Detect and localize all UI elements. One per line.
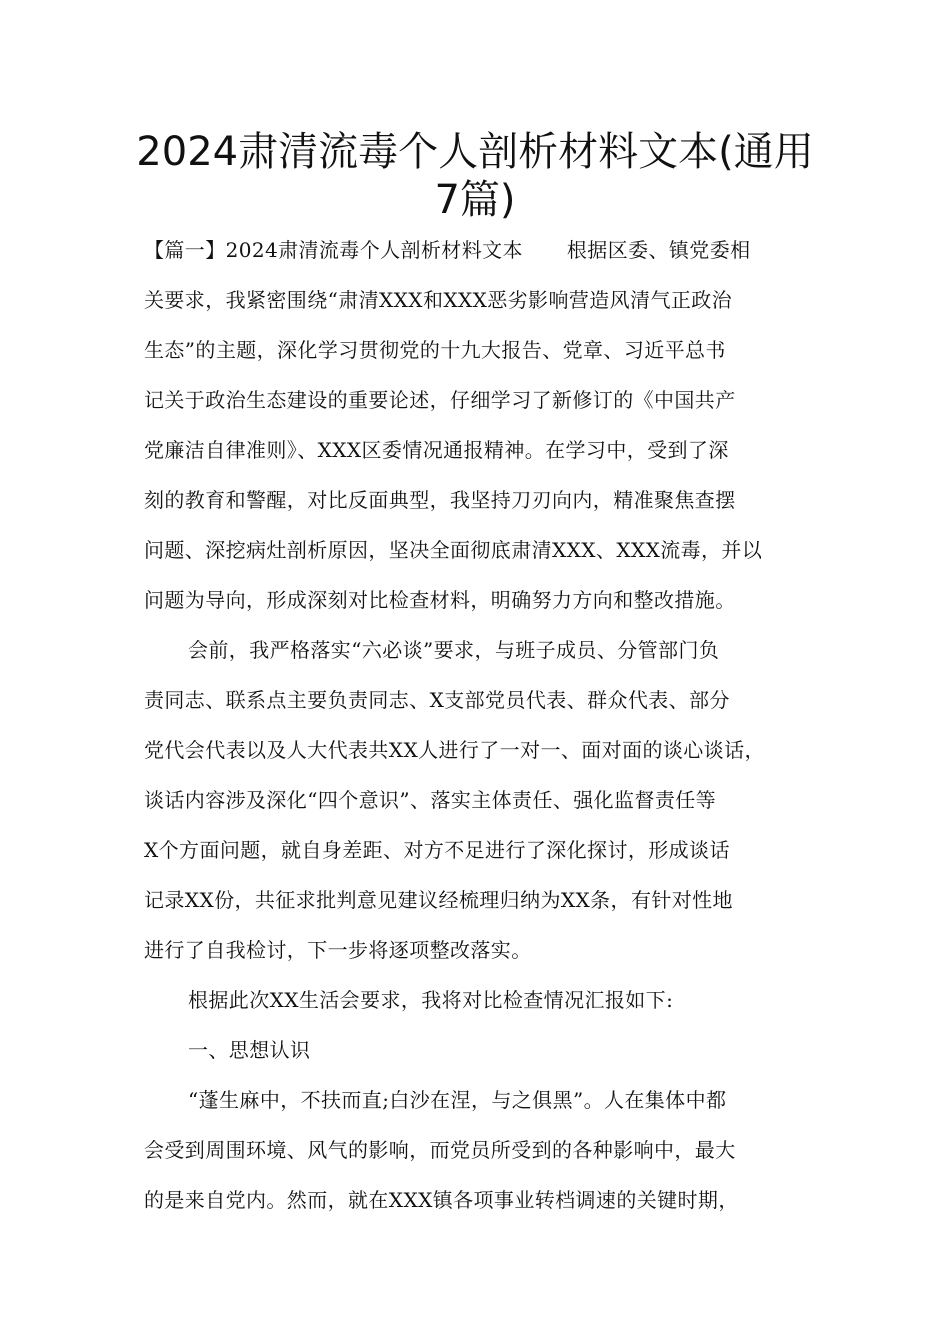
paragraph-line: 刻的教育和警醒，对比反面典型，我坚持刀刃向内，精准聚焦查摆 [144, 488, 736, 512]
paragraph-line: 的是来自党内。然而，就在XXX镇各项事业转档调速的关键时期， [144, 1188, 739, 1212]
document-title-line-2: 7篇) [434, 177, 516, 223]
paragraph-line: 生态”的主题，深化学习贯彻党的十九大报告、党章、习近平总书 [144, 338, 726, 362]
body-text: 根据区委、镇党委相 [566, 238, 751, 262]
paragraph-line: 党廉洁自律准则》、XXX区委情况通报精神。在学习中，受到了深 [144, 438, 729, 462]
document-title-line-1: 2024肃清流毒个人剖析材料文本(通用 [136, 129, 814, 175]
paragraph-line: 党代会代表以及人大代表共XX人进行了一对一、面对面的谈心谈话， [144, 738, 765, 762]
paragraph-line: 记录XX份，共征求批判意见建议经梳理归纳为XX条，有针对性地 [144, 888, 733, 912]
paragraph-line: 进行了自我检讨，下一步将逐项整改落实。 [144, 938, 532, 962]
paragraph-line: 会受到周围环境、风气的影响，而党员所受到的各种影响中，最大 [144, 1138, 736, 1162]
paragraph-line: 会前，我严格落实“六必谈”要求，与班子成员、分管部门负 [188, 638, 720, 662]
paragraph-line: X个方面问题，就自身差距、对方不足进行了深化探讨，形成谈话 [144, 838, 730, 862]
paragraph-line: 根据此次XX生活会要求，我将对比检查情况汇报如下: [188, 988, 674, 1012]
paragraph-line: 责同志、联系点主要负责同志、X支部党员代表、群众代表、部分 [144, 688, 730, 712]
paragraph-line: 谈话内容涉及深化“四个意识”、落实主体责任、强化监督责任等 [144, 788, 717, 812]
paragraph-line: 问题为导向，形成深刻对比检查材料，明确努力方向和整改措施。 [144, 588, 736, 612]
paragraph-line [144, 236, 824, 264]
paragraph-line: 记关于政治生态建设的重要论述，仔细学习了新修订的《中国共产 [144, 388, 736, 412]
section-heading: 【篇一】2024肃清流毒个人剖析材料文本 [144, 238, 523, 262]
paragraph-line: 关要求，我紧密围绕“肃清XXX和XXX恶劣影响营造风清气正政治 [144, 288, 733, 312]
section-heading: 一、思想认识 [188, 1038, 311, 1062]
paragraph-line: 问题、深挖病灶剖析原因，坚决全面彻底肃清XXX、XXX流毒，并以 [144, 538, 763, 562]
paragraph-line: “蓬生麻中，不扶而直;白沙在涅，与之俱黑”。人在集体中都 [188, 1088, 727, 1112]
